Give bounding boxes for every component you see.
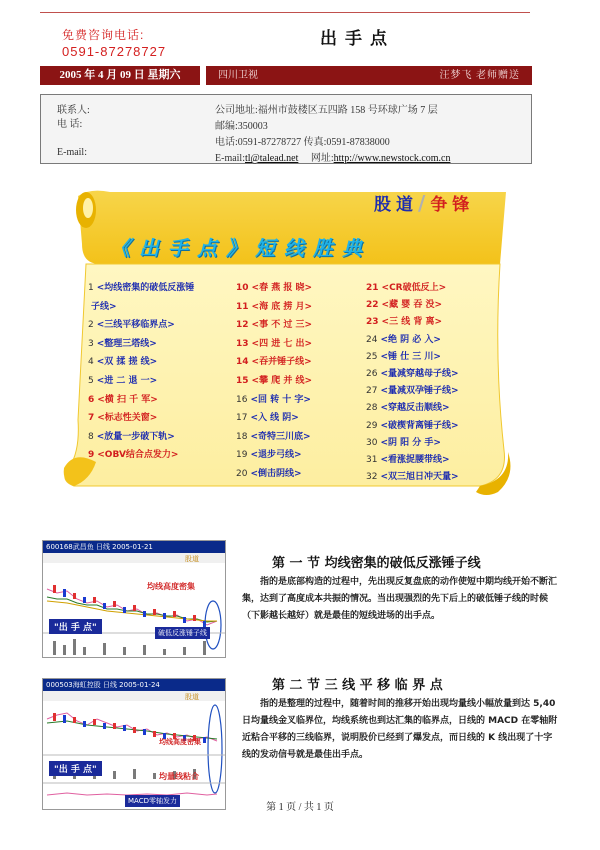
catalog-entry-title: <事 不 过 三> (251, 320, 313, 331)
catalog-entry (88, 317, 175, 330)
section1-chart-hammer-label: 破低反涨锤子线 (155, 627, 210, 639)
catalog-entry-number: 30 (366, 437, 378, 448)
page-title: 出手点 (320, 29, 395, 49)
catalog-entry-number: 3 (88, 338, 94, 349)
catalog-entry (366, 280, 446, 293)
catalog-entry (366, 314, 442, 327)
catalog-entry-number: 20 (236, 469, 248, 479)
catalog-entry-title: <标志性关窗> (97, 413, 158, 424)
section2-chart-code: 000503海虹控股 日线 2005-01-24 (46, 681, 160, 689)
brand-slash: / (418, 191, 431, 215)
catalog-entry (88, 429, 175, 442)
catalog-entry-number: 9 (88, 450, 95, 461)
catalog-entry-title: <回 转 十 字> (250, 394, 311, 405)
section2-chart-macd-label: MACD零轴发力 (125, 795, 180, 807)
catalog-entry (366, 297, 442, 310)
catalog-entry (88, 336, 157, 349)
catalog-entry-title: <量减穿越母子线> (380, 369, 459, 379)
catalog-entry-title: <入 线 阴> (250, 413, 299, 424)
catalog-entry-number: 19 (236, 450, 248, 461)
website-link[interactable]: http://www.newstock.com.cn (333, 153, 451, 164)
catalog-entry-number: 26 (366, 369, 378, 379)
catalog-entry (236, 373, 312, 386)
catalog-entry-number: 12 (236, 320, 249, 331)
section1-chart-logo: 股道 (185, 555, 199, 563)
contact-box (40, 94, 532, 164)
catalog-entry-title: <藏 婴 吞 没> (381, 300, 443, 311)
section2-chart-volume-label: 均量线粘合 (159, 772, 199, 781)
catalog-entry-number: 14 (236, 357, 249, 368)
catalog-entry-number: 15 (236, 376, 249, 386)
section2-title: 第 二 节 三 线 平 移 临 界 点 (272, 678, 443, 693)
catalog-entry-title: <进 二 退 一> (96, 376, 158, 386)
catalog-entry (366, 332, 441, 345)
catalog-entry-number: 2 (88, 320, 94, 331)
catalog-entry (366, 383, 459, 396)
catalog-entry (88, 299, 117, 312)
section1-chart-point-label: "出 手 点" (49, 619, 102, 634)
catalog-entry-number: 27 (366, 386, 378, 397)
catalog-entry-title: <奇特三川底> (250, 431, 311, 442)
phone-label: 电 话: (57, 119, 83, 130)
section1-chart (42, 540, 226, 658)
catalog-entry (366, 418, 459, 431)
channel-bar (206, 66, 532, 85)
catalog-entry-title: <阴 阳 分 手> (380, 437, 441, 448)
catalog-entry-number: 5 (88, 376, 94, 386)
catalog-entry-title: <攀 爬 并 线> (251, 376, 313, 386)
catalog-entry-title: 子线> (91, 301, 117, 312)
catalog-entry (236, 336, 312, 349)
catalog-entry-title: <破楔背离锤子线> (380, 420, 459, 431)
brand-part-b: 争锋 (430, 195, 475, 215)
catalog-entry-title: <OBV结合点发力> (97, 450, 179, 461)
catalog-entry-number: 17 (236, 413, 248, 424)
catalog-entry-number: 13 (236, 338, 249, 349)
catalog-entry-title: <春 燕 报 晓> (251, 283, 313, 293)
postcode: 邮编:350003 (215, 121, 268, 132)
catalog-entry-title: <看涨捉腰带线> (380, 455, 450, 465)
catalog-entry (88, 392, 158, 405)
catalog-entry (236, 466, 302, 479)
hotline-label: 免费咨询电话: (62, 28, 145, 42)
catalog-entry-title: <锤 仕 三 川> (380, 351, 441, 362)
section1-title: 第 一 节 均线密集的破低反涨锤子线 (272, 556, 481, 571)
catalog-entry-title: <穿越反击顺线> (380, 403, 450, 414)
catalog-entry-number: 6 (88, 394, 95, 405)
catalog-entry (236, 447, 302, 460)
catalog-entry-title: <双 揉 搓 线> (96, 357, 158, 368)
catalog-entry (236, 317, 312, 330)
catalog-entry-number: 29 (366, 420, 378, 431)
catalog-entry-number: 31 (366, 455, 378, 465)
catalog-entry (236, 429, 311, 442)
section2-body: 指的是整理的过程中，随着时间的推移开始出现均量线小幅放量到达 5,40 日均量线金叉临界位，均线系统也到达汇集的临界点，日线的 MACD 在零轴附近粘合平移的三线临界，说明股价已经到了爆发点，而日线的 K 线出现了十字线的发动信号就是最佳出手点。 (242, 699, 558, 760)
catalog-entry (366, 435, 441, 448)
catalog-entry-number: 8 (88, 431, 94, 442)
section2-chart-ma-label: 均线高度密集 (159, 738, 201, 746)
catalog-entry-title: <绝 阴 必 入> (380, 334, 441, 345)
catalog-entry-title: <三 线 背 离> (381, 317, 443, 328)
catalog-entry (366, 469, 459, 482)
section1-chart-code: 600168武昌鱼 日线 2005-01-21 (46, 543, 153, 551)
phone-fax: 电话:0591-87278727 传真:0591-87838000 (215, 137, 390, 148)
catalog-entry (366, 366, 459, 379)
catalog-entry-number: 16 (236, 394, 248, 405)
catalog-entry-title: <吞并锤子线> (251, 357, 312, 368)
section1-body: 指的是底部构造的过程中，先出现反复盘底的动作使短中期均线开始不断汇集，达到了高度成本共振的情况。当出现强烈的先下后上的破低锤子线的时候（下影越长越好）就是最佳的短线进场的出手点。 (242, 577, 558, 621)
catalog-entry-number: 25 (366, 351, 378, 362)
catalog-entry (366, 400, 450, 413)
catalog-entry-number: 22 (366, 300, 379, 311)
email-link[interactable]: tl@talead.net (245, 153, 299, 164)
email-prefix: E-mail: (215, 153, 245, 164)
catalog-entry-title: <退步弓线> (250, 450, 302, 461)
channel-name: 四川卫视 (218, 70, 258, 81)
catalog-entry-title: <倒击阴线> (250, 469, 302, 479)
catalog-scroll (60, 180, 520, 500)
catalog-entry (236, 392, 311, 405)
catalog-entry (236, 354, 312, 367)
catalog-entry-number: 11 (236, 301, 249, 312)
page-footer: 第 1 页 / 共 1 页 (266, 802, 334, 813)
catalog-entry-title: <三线平移临界点> (96, 320, 175, 331)
company-address: 公司地址:福州市鼓楼区五四路 158 号环球广场 7 层 (215, 105, 438, 116)
hotline-number: 0591-87278727 (62, 44, 167, 59)
catalog-entry (236, 410, 299, 423)
brand-part-a: 股道 (374, 195, 418, 215)
catalog-entry (88, 373, 157, 386)
catalog-entry-title: <CR破低反上> (381, 283, 447, 293)
catalog-entry (236, 299, 312, 312)
site-prefix: 网址: (310, 153, 334, 164)
catalog-entry-number: 21 (366, 283, 379, 293)
catalog-entry (88, 280, 194, 293)
catalog-entry-number: 32 (366, 472, 378, 483)
catalog-entry-title: <海 底 捞 月> (251, 301, 313, 312)
section1-chart-ma-label: 均线高度密集 (147, 582, 195, 591)
catalog-entry (236, 280, 312, 293)
catalog-entry-number: 7 (88, 413, 95, 424)
catalog-entry-title: <放量一步破下轨> (96, 431, 175, 442)
contact-label: 联系人: (57, 105, 90, 116)
section2-chart-logo: 股道 (185, 693, 199, 701)
catalog-entry-title: <整理三塔线> (96, 338, 157, 349)
section2-chart-point-label: "出 手 点" (49, 761, 102, 776)
catalog-entry-title: <均线密集的破低反涨锤 (96, 283, 195, 293)
brand-title (374, 190, 474, 215)
catalog-entry-title: <四 进 七 出> (251, 338, 313, 349)
catalog-entry-number: 4 (88, 357, 94, 368)
catalog-entry-title: <量减双孕锤子线> (380, 386, 459, 397)
catalog-entry-number: 18 (236, 431, 248, 442)
catalog-entry (366, 349, 441, 362)
catalog-entry-number: 24 (366, 334, 378, 345)
section2-chart (42, 678, 226, 810)
catalog-entry-title: <双三旭日冲天量> (380, 472, 459, 483)
catalog-entry (366, 452, 450, 465)
email-line (215, 149, 450, 164)
catalog-headline: 《出手点》短线胜典 (110, 236, 371, 260)
email-label: E-mail: (57, 147, 87, 158)
catalog-entry (88, 447, 178, 460)
date-bar: 2005 年 4 月 09 日 星期六 (40, 66, 200, 85)
catalog-entry-number: 23 (366, 317, 379, 328)
catalog-entry-title: <横 扫 千 军> (97, 394, 158, 405)
presenter-name: 汪梦飞 老师赠送 (439, 70, 520, 81)
catalog-entry-number: 1 (88, 283, 94, 293)
catalog-entry-number: 28 (366, 403, 378, 414)
catalog-entry (88, 410, 157, 423)
catalog-entry (88, 354, 157, 367)
header-rule (40, 12, 530, 13)
catalog-entry-number: 10 (236, 283, 249, 293)
